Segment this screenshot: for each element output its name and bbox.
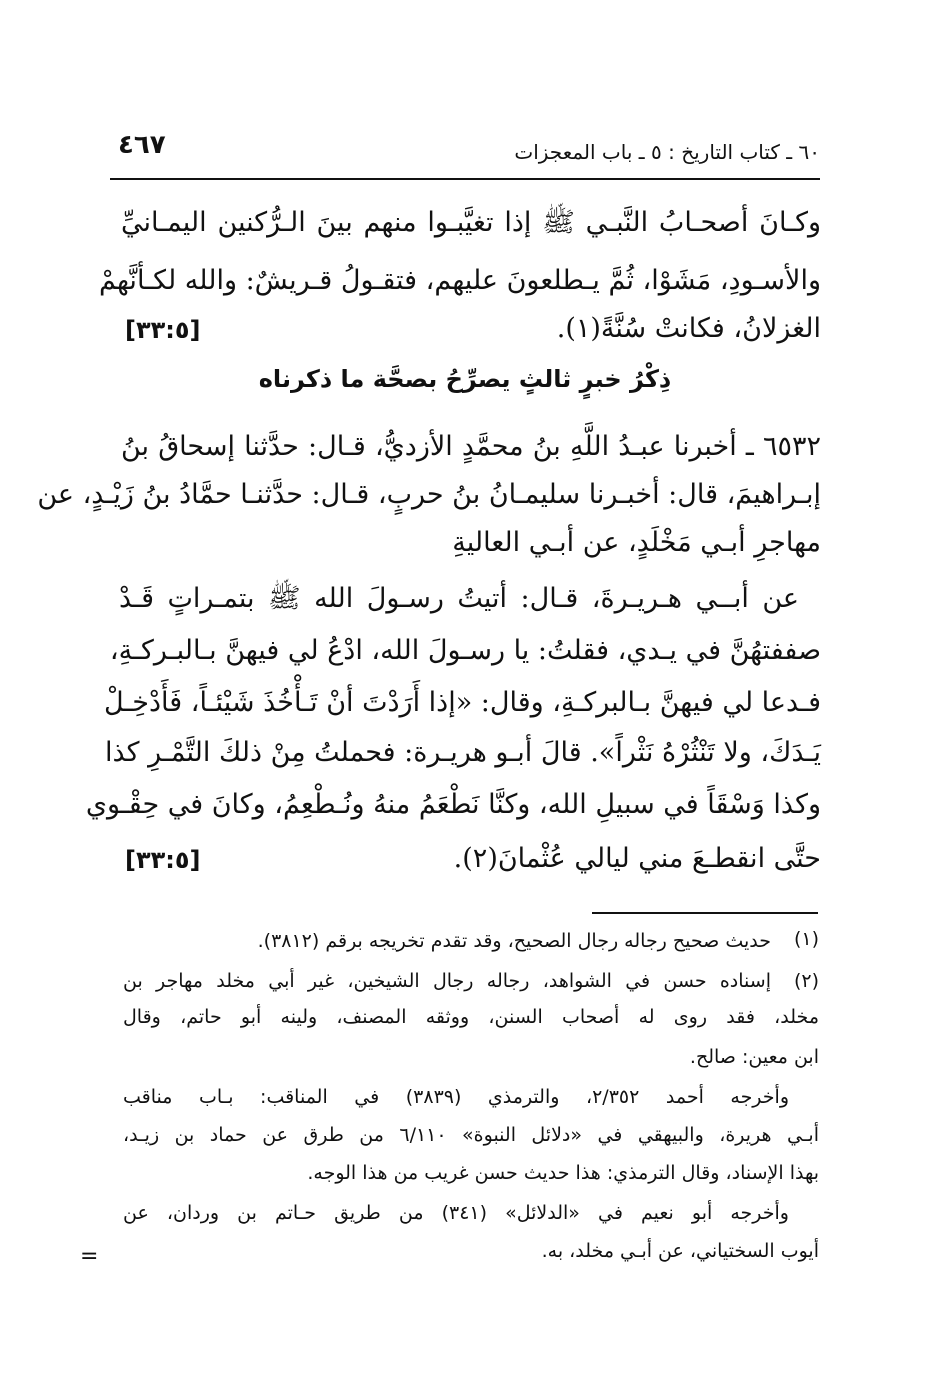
text-line: مهاجرِ أبـي مَخْلَدٍ، عن أبـي العاليةِ	[452, 527, 821, 558]
text-line: عن أبــي هـريـرةَ، قـال: أتيتُ رسـولَ الله ﷺ بتمـراتٍ قَـدْ	[119, 583, 799, 614]
footnote-line: إسناده حسن في الشواهد، رجاله رجال الشيخين، غير أبي مخلد مهاجر بن	[123, 970, 771, 992]
footnote-number: (٢)	[793, 970, 819, 992]
page-number: ٤٦٧	[118, 130, 166, 160]
text-line: والأسـودِ، مَشَوْا، ثُمَّ يـطلعونَ عليهم، فتقـولُ قـريشٌ: والله لكـأنَّهمْ	[99, 265, 821, 296]
footnote-separator	[592, 912, 818, 914]
running-title: ٦٠ ـ كتاب التاريخ : ٥ ـ باب المعجزات	[514, 140, 820, 164]
footnote-line: أبـي هريرة، والبيهقي في «دلائل النبوة» ٦/١١٠ من طرق عن حماد بن زيـد،	[123, 1124, 819, 1146]
footnote-line: ابن معين: صالح.	[689, 1046, 819, 1068]
text-line: الغزلانُ، فكانتْ سُنَّةً(١).	[556, 313, 821, 344]
footnote-line: وأخرجه أبو نعيم في «الدلائل» (٣٤١) من طريق حـاتم بن وردان، عن	[123, 1202, 789, 1224]
footnote-line: حديث صحيح رجاله رجال الصحيح، وقد تقدم تخريجه برقم (٣٨١٢).	[257, 930, 771, 952]
source-reference: [٣٣:٥]	[125, 316, 201, 344]
footnote-line: بهذا الإسناد، وقال الترمذي: هذا حديث حسن غريب من هذا الوجه.	[307, 1162, 819, 1184]
source-reference: [٣٣:٥]	[125, 846, 201, 874]
footnote-line: وأخرجه أحمد ٢/٣٥٢، والترمذي (٣٨٣٩) في المناقب: بـاب مناقب	[123, 1086, 789, 1108]
footnote-line: مخلد، فقد روى له أصحاب السنن، ووثقه المصنف، ولينه أبو حاتم، وقال	[123, 1006, 819, 1028]
text-line: وكذا وَسْقَاً في سبيلِ الله، وكنَّا نَطْعَمُ منهُ ونُـطْعِمُ، وكانَ في حِقْـوي	[85, 789, 821, 820]
footnote-line: أيوب السختياني، عن أبـي مخلد، به.	[541, 1240, 819, 1262]
text-line: إبـراهيمَ، قال: أخبـرنا سليمـانُ بنُ حربٍ، قـال: حدَّثنـا حمَّادُ بنُ زَيْـدٍ، عن	[37, 479, 821, 510]
continuation-mark: =	[80, 1244, 99, 1269]
text-line: يَـدَكَ، ولا تَنْثُرْهُ نَثْراً». قالَ أبـو هريـرة: فحملتُ مِنْ ذلكَ التَّمْـرِ كذا	[105, 737, 821, 768]
footnote-number: (١)	[793, 928, 819, 950]
text-line: فـدعا لي فيهنَّ بـالبركـةِ، وقال: «إذا أَرَدْتَ أنْ تَـأْخُذَ شَيْئـاً، فَأَدْخِـلْ	[103, 687, 821, 718]
text-line: ٦٥٣٢ ـ أخبرنا عبـدُ اللَّهِ بنُ محمَّدٍ الأزديُّ، قـال: حدَّثنا إسحاقُ بنُ	[121, 431, 821, 462]
text-line: صففتهُنَّ في يـدي، فقلتُ: يا رسـولَ الله، ادْعُ لي فيهنَّ بـالبـركـةِ،	[109, 635, 821, 666]
section-heading: ذِكْرُ خبرٍ ثالثٍ يصرِّحُ بصحَّة ما ذكرناه	[258, 365, 672, 393]
page-header	[110, 128, 820, 180]
text-line: وكـانَ أصحـابُ النَّبـي ﷺ إذا تغيَّبـوا منهم بينَ الـرُّكنين اليمـانيِّ	[121, 207, 821, 238]
text-line: حتَّى انقطـعَ مني ليالي عُثْمانَ(٢).	[453, 843, 821, 874]
